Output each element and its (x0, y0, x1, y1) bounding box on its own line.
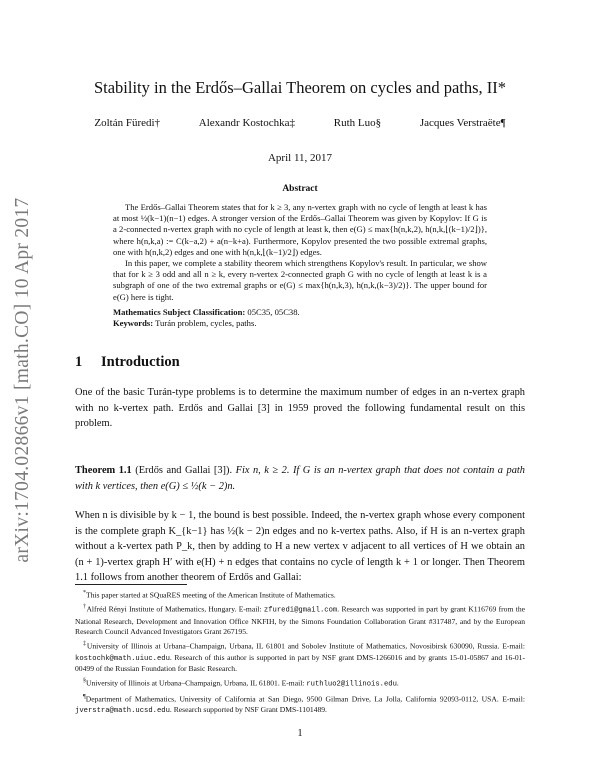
footnote-mark: ¶ (83, 693, 86, 700)
footnote (75, 588, 525, 601)
footnote-text: University of Illinois at Urbana–Champaign, Urbana, IL 61801. E-mail: (86, 678, 307, 688)
footnote-rule (75, 584, 187, 585)
abstract-paragraph: The Erdős–Gallai Theorem states that for k ≥ 3, any n-vertex graph with no cycle of length at least k has at most ½(k−1)(n−1) edges. A stronger version of the Erdős–Gallai Theorem was given by Kopylov: If G is a 2-connected n-vertex graph with no cycle of length at least k, then e(G) ≤ max{h(n,k,2), h(n,k,⌊(k−1)/2⌋)}, where h(n,k,a) := C(k−a,2) + a(n−k+a). Furthermore, Kopylov presented the two possible extremal graphs, one with h(n,k,2) edges and one with h(n,k,⌊(k−1)/2⌋) edges. (113, 202, 487, 257)
arxiv-identifier: arXiv:1704.02866v1 [math.CO] 10 Apr 2017 (12, 197, 33, 563)
footnote (75, 602, 525, 638)
footnotes (75, 588, 525, 718)
abstract-paragraph: In this paper, we complete a stability theorem which strengthens Kopylov's result. In particular, we show that for k ≥ 3 odd and all n ≥ k, every n-vertex 2-connected graph G with no cycle of length at least k is a subgraph of one of the two extremal graphs or e(G) ≤ max{h(n,k,3), h(n,k,(k−3)/2)}. The upper bound for e(G) here is tight. (113, 258, 487, 302)
paper-date: April 11, 2017 (267, 152, 333, 164)
footnote-text: Department of Mathematics, University of California at San Diego, 9500 Gilman Drive, La Jolla, California 92093-0112, USA. E-mail: (85, 694, 525, 704)
theorem-label: Theorem 1.1 (75, 465, 132, 476)
footnote-text: . Research supported by NSF Grant DMS-1101489. (169, 704, 327, 714)
keywords-text: Turán problem, cycles, paths. (155, 318, 257, 329)
theorem-statement: Fix n, k ≥ 2. If G is an n-vertex graph that does not contain a path with k vertices, then e(G) ≤ ½(k − 2)n. (75, 465, 525, 492)
intro-paragraph-text: One of the basic Turán-type problems is to determine the maximum number of edges in an n-vertex graph with no k-vertex path. Erdős and Gallai [3] in 1959 proved the following fundamental result on this problem. (75, 387, 525, 429)
footnote-email[interactable]: ruthluo2@illinois.edu (306, 680, 397, 689)
intro-paragraph (75, 508, 525, 586)
footnote-mark: § (83, 678, 86, 685)
footnote-email[interactable]: kostochk@math.uiuc.edu (75, 654, 170, 663)
keywords-label: Keywords: (113, 318, 154, 329)
footnote-text: . Research of this author is supported in part by NSF grant DMS-1266016 and by grants 15-01-05867 and 16-01-00499 of the Russian Foundation for Basic Research. (75, 652, 525, 674)
section-heading (75, 354, 525, 371)
footnote-mark: † (83, 604, 87, 611)
footnote (75, 676, 525, 690)
intro-paragraph (75, 385, 525, 432)
footnote-text: This paper started at SQuaRES meeting of the American Institute of Mathematics. (86, 590, 336, 600)
footnote-text: . (396, 678, 399, 688)
paper-title: Stability in the Erdős–Gallai Theorem on cycles and paths, II* (93, 78, 507, 97)
arxiv-side-stamp (6, 190, 40, 570)
theorem-block (75, 463, 525, 494)
theorem-attribution: (Erdős and Gallai [3]). (135, 465, 233, 476)
msc-codes: 05C35, 05C38. (247, 306, 300, 317)
section-title: Introduction (101, 354, 180, 370)
author-name: Zoltán Füredi† (94, 117, 161, 129)
abstract-body (113, 202, 487, 329)
page-number: 1 (297, 728, 303, 739)
footnote-mark: * (83, 590, 86, 596)
author-name: Ruth Luo§ (333, 117, 382, 129)
section-number: 1 (75, 354, 83, 370)
author-name: Jacques Verstraëte¶ (419, 117, 506, 129)
msc-line (113, 307, 487, 318)
footnote (75, 639, 525, 675)
abstract-heading: Abstract (282, 184, 318, 194)
intro-paragraph-text: When n is divisible by k − 1, the bound is best possible. Indeed, the n-vertex graph whose every component is the complete graph K_{k−1} has ½(k − 2)n edges and no k-vertex paths. Also, if H is an n-vertex graph without a k-vertex path P_k, then by adding to H a new vertex v adjacent to all vertices of H we obtain an (n + 1)-vertex graph H′ with e(H) + n edges that contains no cycle of length k + 1 or longer. Then Theorem 1.1 follows from another theorem of Erdős and Gallai: (75, 510, 525, 583)
footnote-text: . Research was supported in part by grant K116769 from the National Research, Development and Innovation Office NKFIH, by the Simons Foundation Collaboration Grant #317487, and by the European Research Council Advanced Investigators Grant 267195. (75, 604, 526, 637)
footnote (75, 692, 525, 717)
footnote-mark: ‡ (83, 641, 87, 648)
theorem-text (75, 463, 525, 494)
keywords-line (113, 318, 487, 329)
author-list (75, 117, 525, 129)
author-name: Alexandr Kostochka‡ (198, 117, 296, 129)
msc-label: Mathematics Subject Classification: (113, 306, 246, 317)
footnote-text: University of Illinois at Urbana–Champaign, Urbana, IL 61801 and Sobolev Institute of Mathematics, Novosibirsk 630090, Russia. E-mail: (86, 641, 525, 651)
footnote-email[interactable]: jverstra@math.ucsd.edu (75, 706, 170, 715)
footnote-text: Alfréd Rényi Institute of Mathematics, Hungary. E-mail: (86, 604, 264, 614)
footnote-email[interactable]: zfuredi@gmail.com (263, 606, 338, 615)
